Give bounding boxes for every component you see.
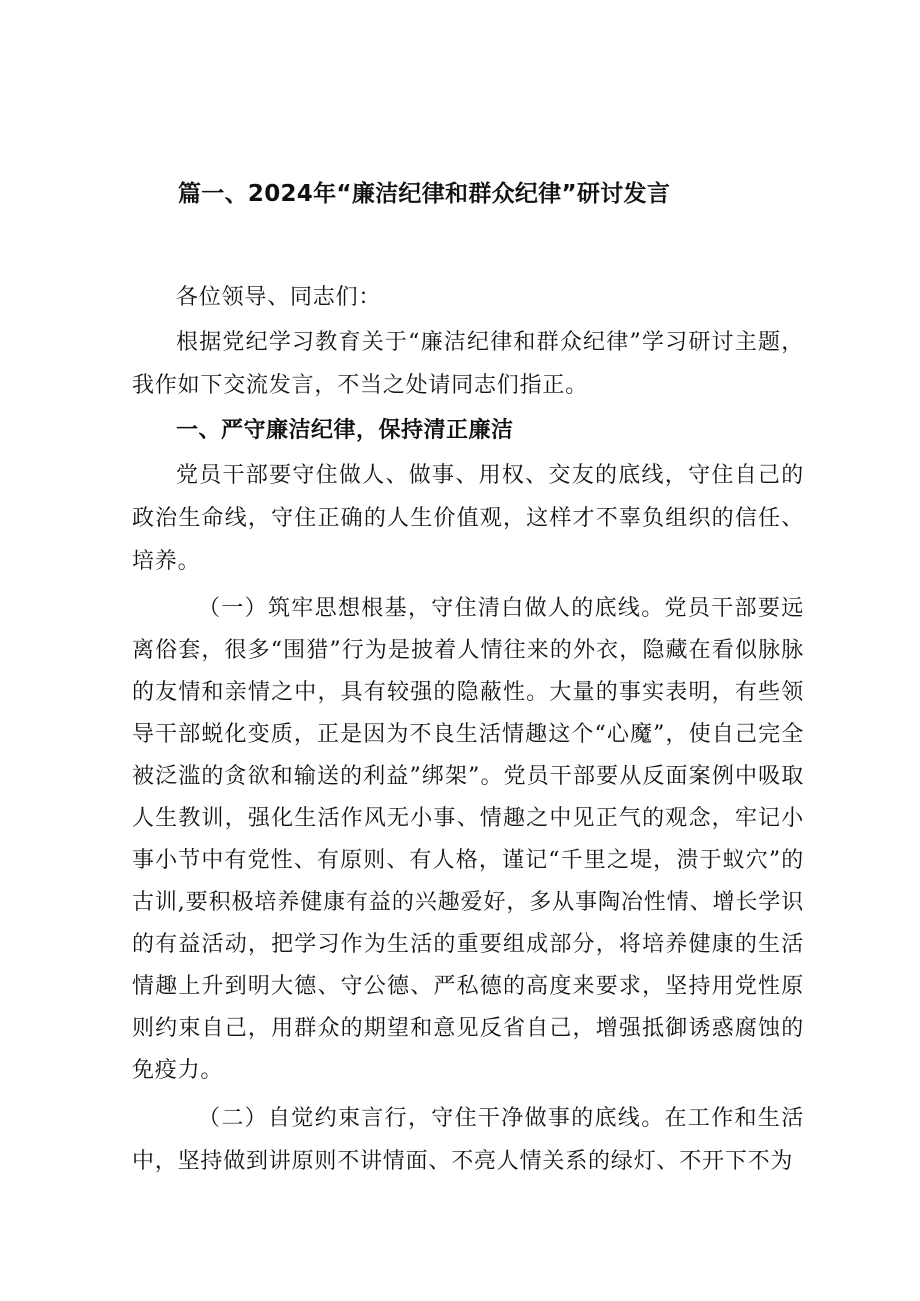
intro-paragraph: 根据党纪学习教育关于“廉洁纪律和群众纪律”学习研讨主题，我作如下交流发言，不当之处请同志们指正。 <box>132 330 804 398</box>
document-body <box>132 276 804 1183</box>
section-heading-1: 一、严守廉洁纪律，保持清正廉洁 <box>176 418 514 443</box>
document-title: 篇一、2024年“廉洁纪律和群众纪律”研讨发言 <box>178 181 671 207</box>
salutation: 各位领导、同志们： <box>176 285 382 310</box>
section-1-paragraph: 党员干部要守住做人、做事、用权、交友的底线，守住自己的政治生命线，守住正确的人生价值观，这样才不辜负组织的信任、培养。 <box>132 463 804 574</box>
subsection-2-paragraph: （二）自觉约束言行，守住干净做事的底线。在工作和生活中，坚持做到讲原则不讲情面、不亮人情关系的绿灯、不开下不为 <box>132 1106 804 1174</box>
subsection-1-paragraph: （一）筑牢思想根基，守住清白做人的底线。党员干部要远离俗套，很多“围猎”行为是披着人情往来的外衣，隐藏在看似脉脉的友情和亲情之中，具有较强的隐蔽性。大量的事实表明，有些领导干部蜕化变质，正是因为不良生活情趣这个“心魔”，使自己完全被泛滥的贪欲和输送的利益”绑架”。党员干部要从反面案例中吸取人生教训，强化生活作风无小事、情趣之中见正气的观念，牢记小事小节中有党性、有原则、有人格，谨记“千里之堤，溃于蚁穴”的古训,要积极培养健康有益的兴趣爱好，多从事陶冶性情、增长学识的有益活动，把学习作为生活的重要组成部分，将培养健康的生活情趣上升到明大德、守公德、严私德的高度来要求，坚持用党性原则约束自己，用群众的期望和意见反省自己，增强抵御诱惑腐蚀的免疫力。 <box>132 596 804 1083</box>
